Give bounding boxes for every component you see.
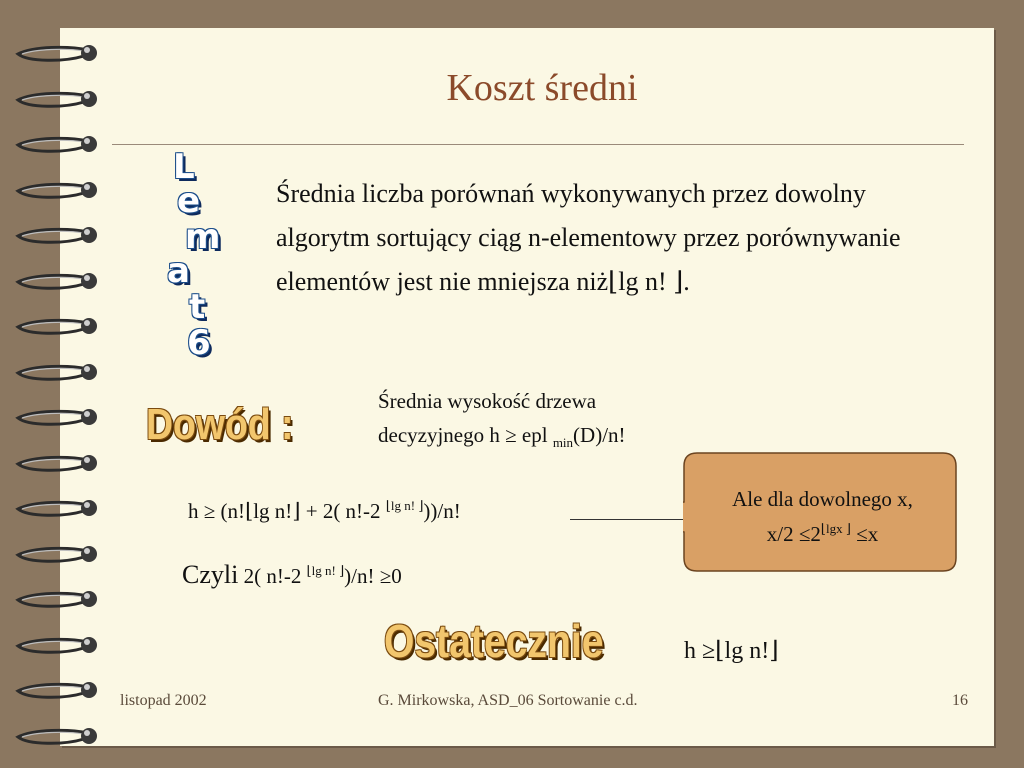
- binding-ring: [14, 679, 98, 701]
- binding-ring: [14, 725, 98, 747]
- binding-ring: [14, 133, 98, 155]
- binding-ring: [14, 543, 98, 565]
- final-formula: h ≥⌊lg n!⌋: [684, 638, 779, 664]
- formula-thus: [182, 560, 402, 590]
- lemma-char: a: [167, 251, 190, 291]
- formula1-post: ))/n!: [423, 499, 461, 523]
- formula2-post: )/n! ≥0: [344, 564, 402, 588]
- title-divider: [112, 144, 964, 145]
- finally-wordart: Ostatecznie: [384, 615, 604, 667]
- lemma-char: e: [177, 181, 201, 221]
- binding-ring: [14, 315, 98, 337]
- lemma-char: m: [185, 217, 221, 257]
- callout-line-2: [690, 514, 955, 549]
- formula2-word: Czyli: [182, 560, 239, 589]
- binding-ring: [14, 588, 98, 610]
- lemma-char: 6: [187, 323, 211, 363]
- lemma-char: L: [173, 147, 195, 187]
- slide-title: Koszt średni: [446, 67, 638, 109]
- binding-ring: [14, 634, 98, 656]
- proof-wordart: Dowód :: [146, 400, 294, 449]
- callout-line-2-sup: ⌊lgx ⌋: [820, 521, 851, 536]
- binding-ring: [14, 452, 98, 474]
- average-line-2-pre: decyzyjnego h ≥ epl: [378, 423, 553, 447]
- lemma-statement: Średnia liczba porównań wykonywanych przez dowolny algorytm sortujący ciąg n-elementowy przez porównywanie elementów jest nie mniejsza niż⌊lg n! ⌋.: [276, 179, 901, 296]
- binding-ring: [14, 179, 98, 201]
- callout-line-2-post: ≤x: [850, 522, 879, 546]
- binding-ring: [14, 361, 98, 383]
- formula2-sup: ⌊lg n! ⌋: [306, 563, 345, 578]
- average-height-text: [378, 384, 758, 460]
- lemma-char: t: [189, 287, 206, 327]
- formula2-pre: 2( n!-2: [238, 564, 307, 588]
- callout-line-2-pre: x/2 ≤2: [766, 522, 821, 546]
- formula1-sup: ⌊lg n! ⌋: [385, 498, 424, 513]
- formula-height-bound: [188, 498, 461, 524]
- binding-ring: [14, 42, 98, 64]
- callout-connector: [570, 519, 690, 520]
- footer-author: G. Mirkowska, ASD_06 Sortowanie c.d.: [378, 692, 638, 709]
- callout-text: [690, 484, 955, 549]
- footer-page-number: 16: [952, 692, 968, 709]
- average-line-2-post: (D)/n!: [573, 423, 626, 447]
- binding-ring: [14, 270, 98, 292]
- binding-ring: [14, 406, 98, 428]
- binding-ring: [14, 224, 98, 246]
- average-line-2-sub: min: [552, 435, 574, 451]
- lemma-wordart: [165, 147, 255, 365]
- formula1-pre: h ≥ (n!⌊lg n!⌋ + 2( n!-2: [188, 499, 386, 523]
- binding-ring: [14, 497, 98, 519]
- average-line-1: Średnia wysokość drzewa: [378, 389, 597, 413]
- callout-line-1: Ale dla dowolnego x,: [732, 487, 913, 511]
- footer-date: listopad 2002: [120, 692, 207, 709]
